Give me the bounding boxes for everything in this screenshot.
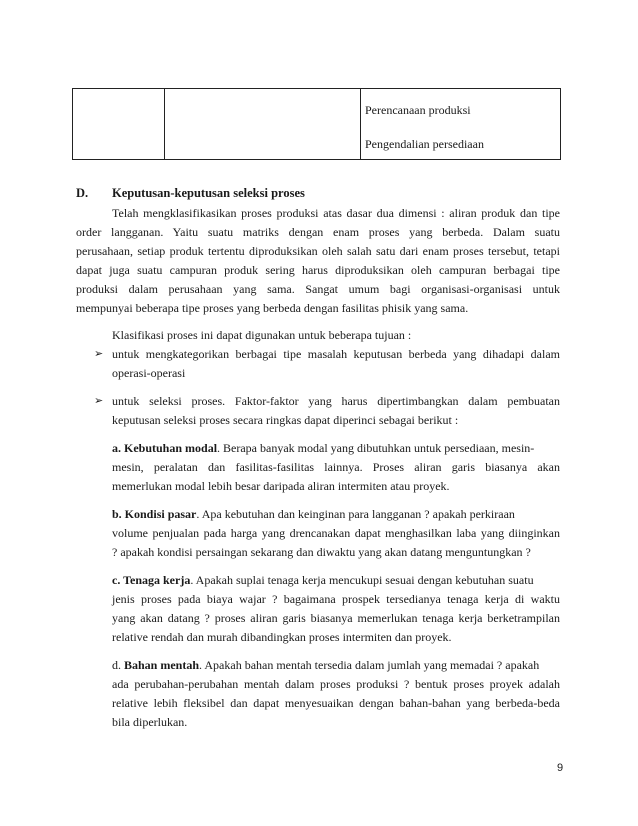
item-b-label: b. Kondisi pasar — [112, 507, 197, 521]
table-cell-line-1: Perencanaan produksi — [365, 103, 471, 117]
item-b-line-2: volume penjualan pada harga yang drencanakan dapat menghasilkan laba yang diinginkan — [112, 526, 560, 540]
bullet-2-line-1: untuk seleksi proses. Faktor-faktor yang harus dipertimbangkan dalam pembuatan — [112, 394, 560, 408]
item-d-line-3: relative lebih fleksibel dan dapat menyesuaikan dengan bahan-bahan yang berbeda-beda — [112, 696, 560, 710]
item-a-line-3: memerlukan modal lebih besar daripada aliran intermiten atau proyek. — [112, 479, 450, 493]
bullet-2-line-2: keputusan seleksi proses secara ringkas dapat diperinci sebagai berikut : — [112, 413, 459, 427]
bullet-1-line-1: untuk mengkategorikan berbagai tipe masalah keputusan berbeda yang dihadapi dalam — [112, 347, 560, 361]
section-title: Keputusan-keputusan seleksi proses — [112, 186, 305, 200]
table-cell-1 — [73, 89, 165, 160]
section-letter: D. — [76, 186, 89, 200]
process-table — [72, 88, 561, 160]
item-a-line-2: mesin, peralatan dan fasilitas-fasilitas lainnya. Proses aliran garis biasanya akan — [112, 460, 560, 474]
intro-text: Klasifikasi proses ini dapat digunakan untuk beberapa tujuan : — [112, 328, 412, 342]
paragraph-line: perusahaan, setiap produk tertentu diproduksikan oleh salah satu dari enam proses tersebut, tetapi — [76, 244, 560, 258]
table-cell-3 — [361, 89, 561, 160]
item-a-label: a. Kebutuhan modal — [112, 441, 218, 455]
item-a-line-1: a. Kebutuhan modal. Berapa banyak modal yang dibutuhkan untuk persediaan, mesin- — [112, 441, 535, 455]
paragraph-line: produksi dalam perusahaan yang sama. Sangat umum bagi organisasi-organisasi untuk — [76, 282, 560, 296]
item-c-label: c. Tenaga kerja — [112, 573, 191, 587]
paragraph-line: Telah mengklasifikasikan proses produksi atas dasar dua dimensi : aliran produk dan tipe — [112, 206, 560, 220]
page-number: 9 — [557, 762, 564, 774]
item-d-line-4: bila diperlukan. — [112, 715, 188, 729]
item-d-line-1: d. Bahan mentah. Apakah bahan mentah tersedia dalam jumlah yang memadai ? apakah — [112, 658, 540, 672]
arrow-bullet-icon: ➢ — [94, 348, 104, 360]
item-b-line-1: b. Kondisi pasar. Apa kebutuhan dan keinginan para langganan ? apakah perkiraan — [112, 507, 515, 521]
paragraph-line: mempunyai beberapa tipe proses yang berbeda dengan fasilitas phisik yang sama. — [76, 301, 469, 315]
item-d-label: Bahan mentah — [124, 658, 200, 672]
item-c-line-4: relative rendah dan murah dibandingkan proses intermiten dan proyek. — [112, 630, 452, 644]
item-c-line-3: yang akan datang ? proses aliran garis biasanya memerlukan tenaga kerja berketrampilan — [112, 611, 560, 625]
item-d-line-2: ada perubahan-perubahan mentah dalam proses produksi ? bentuk proses proyek adalah — [112, 677, 560, 691]
paragraph-line: order langganan. Yaitu suatu matriks dengan enam proses yang berbeda. Dalam suatu — [76, 225, 560, 239]
table-cell-2 — [165, 89, 361, 160]
item-c-line-1: c. Tenaga kerja. Apakah suplai tenaga kerja mencukupi sesuai dengan kebutuhan suatu — [112, 573, 534, 587]
item-c-line-2: jenis proses pada biaya wajar ? bagaimana prospek tersedianya tenaga kerja di waktu — [112, 592, 560, 606]
item-b-line-3: ? apakah kondisi persaingan sekarang dan diwaktu yang akan datang menguntungkan ? — [112, 545, 531, 559]
paragraph-line: dapat juga suatu campuran produk sering harus diproduksikan oleh campuran berbagai tipe — [76, 263, 560, 277]
bullet-1-line-2: operasi-operasi — [112, 366, 186, 380]
arrow-bullet-icon: ➢ — [94, 395, 104, 407]
table-cell-line-2: Pengendalian persediaan — [365, 137, 484, 151]
